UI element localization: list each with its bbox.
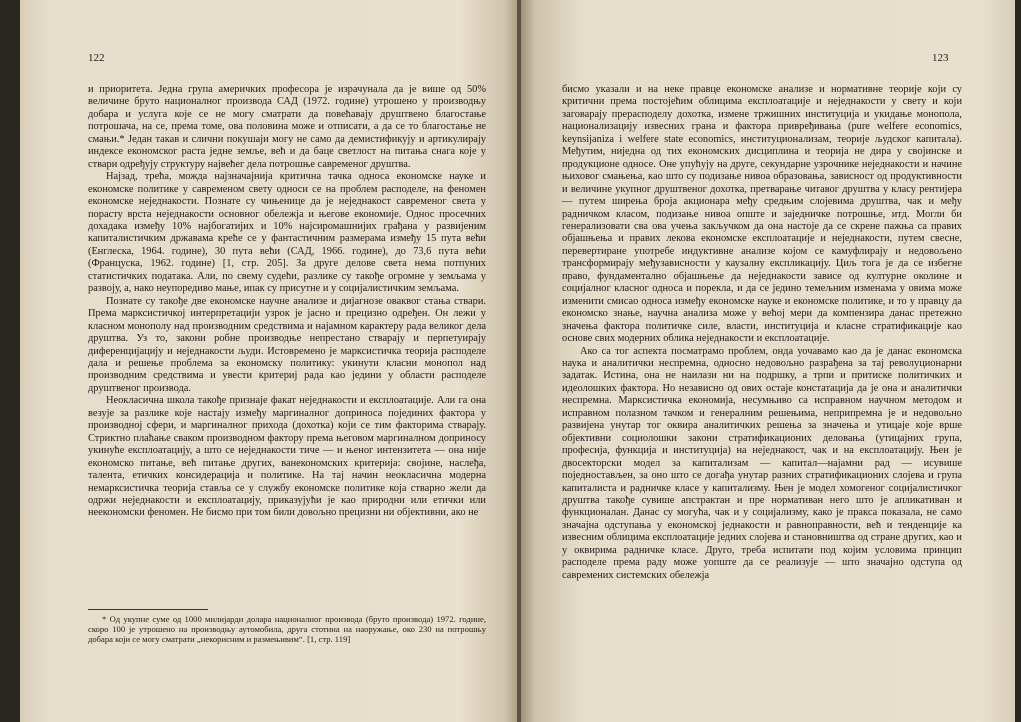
paragraph: бисмо указали и на неке правце економске анализе и нормативне теорије који су критични према постојећим облицима експлоатације и неједнакости у свету и који заговарају прерасподелу дохотка, измене тржишних институција и укидање монопола, национализацију извесних грана и фактора привређивања (pure welfere economics, keynsijaniza i welfere state economics, институционализам, теорије људског капитала). Међутим, ниједна од тих економских дисциплина и теорија не дира у својинске и продукционе односе. Оне упућују на друге, секундарне узрочнике неједнакости и начине њиховог смањења, као што су подизање нивоа образовања, зависност од продуктивности и величине укупног друштвеног дохотка, претварање читавог друштва у класу рентијера — путем ширења броја акционара међу средњим слојевима друштва, чак и међу радничком класом, подизање нивоа опште и заједничке потрошње, итд. Могли би генерализовати сва ова учења закључком да она настоје да се скрене пажња са правих објашњења и правих лекова економске експлоатације и неједнакости, путем свесне, перевертиране употребе индуктивне анализе којом се камуфлирају и недовољено трансформирају међузависности у каузалну експликацију. Циљ тога је да се избегне право, фундаментално објашњење да неједнакости зависе од културне околине и социјалног класног односа и порекла, и да се једино темељним изменама у овима може изменити смисао односа између економске науке и економске политике, и то у правцу да економско знање, научна анализа може у већој мери да компензира данас претежно значења фактора политичке силе, власти, институција и класне стратификације као основе свих модерних облика неједнакости и експлоатације. [562, 84, 962, 345]
left-page-text [88, 84, 486, 520]
page-number-left: 122 [88, 52, 105, 64]
right-page-text [562, 84, 962, 582]
left-page [20, 0, 518, 722]
paragraph: Ако са тог аспекта посматрамо проблем, онда уочавамо као да је данас економска наука и аналитички неспремна, односно недовољно разрађена за тај револуционарни задатак. Истина, она не наилази ни на подршку, а трпи и притиске политичких и идеолошких фактора. Но независно од ових остаје констатација да је она и аналитички неспремна. Марксистичка економија, несумњиво са исправном научном методом и исправном полазном тачком и генералним решењима, неприпремна је и недовољно развијена унутар тог оквира аналитичких решења за значења и утицаје које врше објективни социолошки закони стратификационих деловања (утицајних група, професија, функција и институција) на неједнакост, чак и на експлоатацију. Њен је двосекторски модел за капитализам — капитал—најамни рад — исувише поједностављен, за оно што се догађа унутар разних стратификационих слојева и група капиталиста и радничке класе у капитализму. Њен је модел хомогеног социјалистичког друштва такође сувише апстрактан и пре нормативан него што је апликативан и функционалан. Данас су могућа, чак и у социјализму, како је пракса показала, не само значајна одступања у економској једнакости и равноправности, већ и тенденције ка извесним облицима експлоатације једних слојева и становништва од стране других, као и у оквирима радничке класе. Друго, треба испитати под којим условима принцип расподеле према раду може уопште да се реализује — што значајно одступа од савремених системских обележја [562, 345, 962, 581]
page-number-right: 123 [932, 52, 949, 64]
right-page [521, 0, 1015, 722]
footnote-text: * Од укупне суме од 1000 милијарди долара националног производа (бруто производа) 1972. године, скоро 100 је утрошено на производњу аутомобила, друга стотина на наоружање, око 230 на потрошњу добара који се могу сматрати „некорисним и размењивим“. [1, стр. 119] [88, 614, 486, 645]
paragraph: и приоритета. Једна група америчких професора је израчунала да је више од 50% величине бруто националног производа САД (1972. године) утрошено у производњу добара и услуга које се не могу сматрати да повећавају друштвено благостање потрошача, на се, према томе, ова половина може и отписати, а да се то благостање не смањи.* Један такав и слични покушаји могу не само да демистификују и артикулирају индексе економског раста једне земље, већ и да баце светлост на питања снага које у ствари одређују структуру највећег дела потрошње савременог друштва. [88, 84, 486, 170]
paragraph: Неокласична школа такође признаје факат неједнакости и експлоатације. Али га она везује за разлике које настају између маргиналног доприноса појединих фактора у производној сфери, и маргиналног прихода (дохотка) који се тим факторима стварају. Стриктно плаћање сваком производном фактору према његовом маргиналном доприносу укинуће експлоатацију, а што се неједнакости тиче — и њеног интензитета — она није економско питање, већ питање других, ванекономских критерија: својине, наслеђа, талента, етичких консидерација и политике. На тај начин неокласична модерна немарксистичка теорија ставља се у службу економске политике која стварно жели да одржи неједнакости и експлоатацију, приказујући је као природни или етички или неекономски феномен. Не бисмо при том били довољно прецизни ни објективни, ако не [88, 395, 486, 519]
paragraph: Најзад, трећа, можда најзначајнија критична тачка односа економске науке и економске политике у савременом свету односи се на проблем расподеле, на феномен економске неједнакости. Познате су чињенице да је неједнакост савременог света у порасту врста неједнакости основног обележја и његове економије. Однос просечних дохадака између 10% најбогатијих и 10% најсиромашнијих грађана у развијеним капиталистичким државама креће се у фантастичним размерама између 15 пута већи (Енглеска, 1964. године), 30 пута већи (САД, 1966. године), до 73,6 пута већи (Француска, 1962. године) [1, стр. 205]. За друге делове света нема потпуних статистичких података. Али, по свему судећи, разлике су такође огромне у земљама у развоју, а, нако неупоредиво мање, ипак су присутне и у социјалистичким земљама. [88, 171, 486, 295]
footnote [88, 614, 486, 645]
paragraph: Познате су такође две економске научне анализе и дијагнозе оваквог стања ствари. Према марксистичкој интерпретацији узрок је јасно и прецизно одређен. Он лежи у класном монополу над производним средствима и најамном карактеру рада великог дела друштва. Уз то, закони робне производње непрестано стварају и перпетуирају диференцијацију и неједнакости људи. Истовремено је марксистичка теорија расподеле дала и решење проблема за економску политику: укинути класни монопол над производним средствима и увести критериј рада као једини у области расподеле друштвеног производа. [88, 295, 486, 394]
footnote-divider [88, 609, 208, 610]
